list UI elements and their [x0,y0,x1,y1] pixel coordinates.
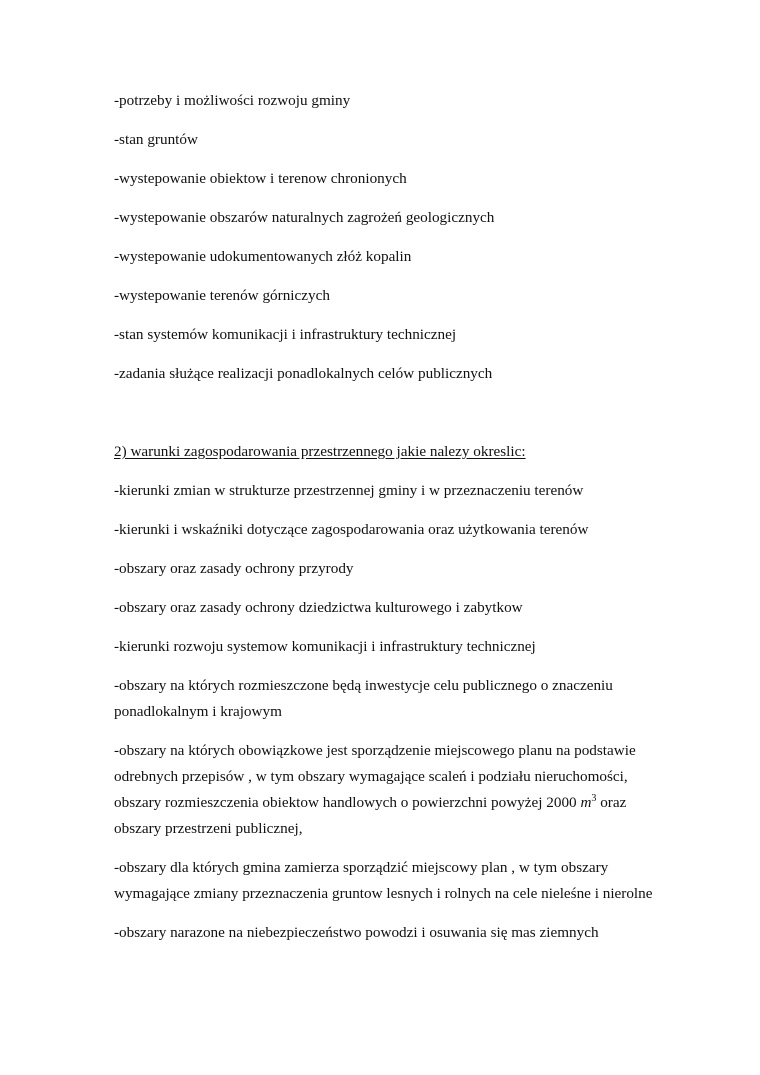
section-spacer [114,400,674,439]
list-item: -wystepowanie terenów górniczych [114,287,330,304]
complex-line-4: obszary przestrzeni publicznej, [114,820,303,837]
list-item: -obszary dla których gmina zamierza sporządzić miejscowy plan , w tym obszary wymagające zmiany przeznaczenia gruntow lesnych i rolnych na cele nieleśne i nierolne [114,859,653,902]
list-item: -obszary narazone na niebezpieczeństwo powodzi i osuwania się mas ziemnych [114,924,599,941]
section-heading: 2) warunki zagospodarowania przestrzennego jakie nalezy okreslic: [114,443,526,460]
complex-line-3-before: obszary rozmieszczenia obiektow handlowych o powierzchni powyżej 2000 [114,794,581,811]
complex-line-1: -obszary na których obowiązkowe jest sporządzenie miejscowego planu na podstawie [114,742,636,759]
list-item: -zadania służące realizacji ponadlokalnych celów publicznych [114,365,493,382]
list-item: -stan gruntów [114,131,198,148]
list-item: -stan systemów komunikacji i infrastruktury technicznej [114,326,457,343]
list-item: -obszary oraz zasady ochrony przyrody [114,560,354,577]
list-item: -wystepowanie obiektow i terenow chronionych [114,170,407,187]
list-item: -kierunki rozwoju systemow komunikacji i infrastruktury technicznej [114,638,536,655]
list-item: -wystepowanie udokumentowanych złóż kopalin [114,248,412,265]
list-item: -potrzeby i możliwości rozwoju gminy [114,92,351,109]
complex-line-3-after: oraz [596,794,627,811]
document-content [114,88,674,959]
complex-line-2: odrebnych przepisów , w tym obszary wymagające scaleń i podziału nieruchomości, [114,768,628,785]
math-exponent: 3 [591,793,597,804]
list-item: -wystepowanie obszarów naturalnych zagrożeń geologicznych [114,209,495,226]
list-item: -obszary oraz zasady ochrony dziedzictwa kulturowego i zabytkow [114,599,523,616]
list-item: -kierunki i wskaźniki dotyczące zagospodarowania oraz użytkowania terenów [114,521,589,538]
area-unit-math [580,794,596,811]
list-item: -obszary na których rozmieszczone będą inwestycje celu publicznego o znaczeniu ponadlokalnym i krajowym [114,677,613,720]
math-base: m [580,794,592,811]
list-item-complex [114,738,674,842]
list-item: -kierunki zmian w strukturze przestrzennej gminy i w przeznaczeniu terenów [114,482,584,499]
